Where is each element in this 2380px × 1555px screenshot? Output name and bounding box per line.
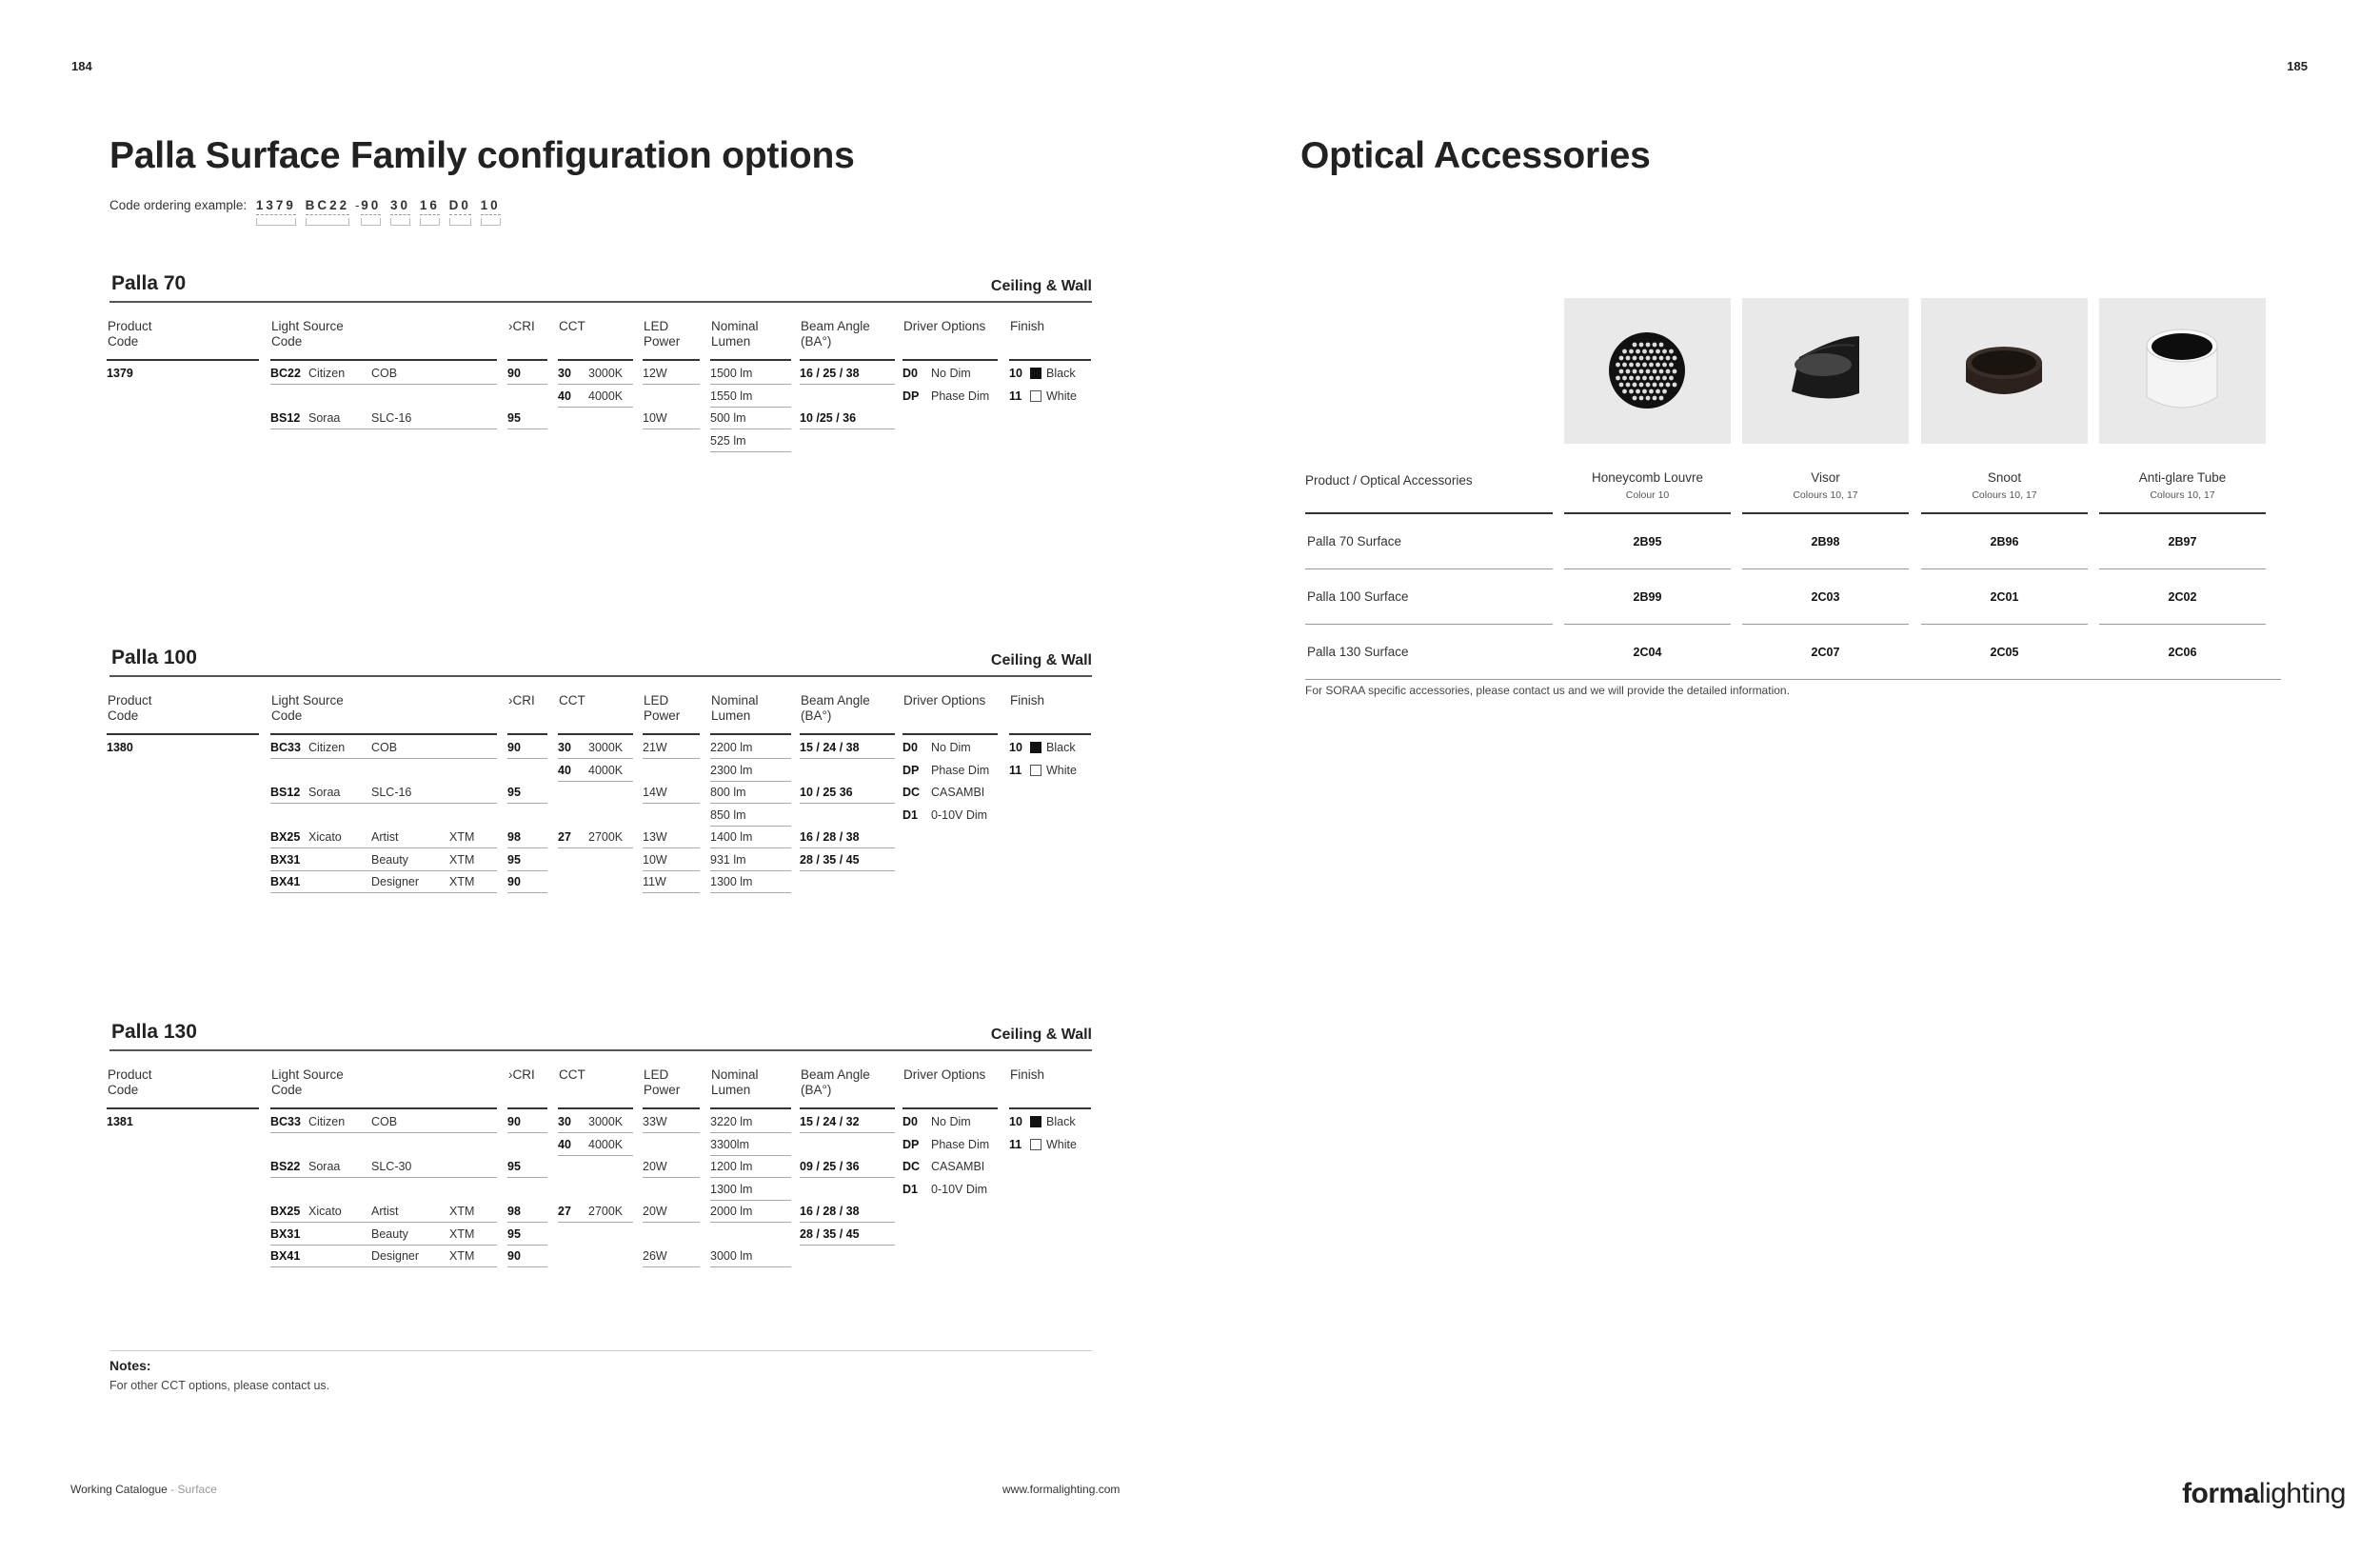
accessory-colours: Colours 10, 17: [2150, 489, 2215, 501]
light-source-brand: Xicato: [308, 830, 342, 844]
accessory-code: 2B96: [1990, 535, 2019, 548]
cct-row: [558, 363, 633, 385]
honeycomb-louvre-image: [1564, 298, 1731, 444]
column-header-product-code: Product Code: [107, 319, 259, 361]
column-header-led-power: LED Power: [643, 693, 700, 735]
black-swatch-icon: [1030, 742, 1041, 753]
accessory-code: 2C07: [1811, 646, 1840, 659]
cri-value: 95: [507, 1224, 547, 1246]
beam-angle: 16 / 28 / 38: [800, 827, 895, 848]
driver-name: CASAMBI: [931, 786, 985, 799]
nominal-lumen: 2200 lm: [710, 737, 791, 759]
accessory-name: Snoot: [1987, 470, 2022, 485]
nominal-lumen: 1200 lm: [710, 1156, 791, 1178]
light-source-type: SLC-30: [371, 1160, 412, 1173]
light-source-row: [270, 1201, 497, 1223]
header-rule: [1564, 512, 1731, 514]
section-name: Palla 70: [111, 272, 187, 294]
light-source-code: BX41: [270, 875, 301, 888]
driver-option: [902, 386, 998, 408]
column-header-driver-options: Driver Options: [902, 1067, 998, 1109]
driver-name: No Dim: [931, 1115, 971, 1128]
light-source-code: BS22: [270, 1160, 301, 1173]
cct-code: 40: [558, 763, 571, 777]
light-source-code: BC33: [270, 1115, 301, 1128]
light-source-type: Beauty: [371, 1226, 408, 1241]
driver-option: [902, 363, 998, 385]
column-header-cri: ›CRI: [507, 319, 547, 361]
light-source-row: [270, 827, 497, 848]
finish-name: White: [1046, 1137, 1077, 1151]
accessory-name: Visor: [1811, 470, 1840, 485]
code-group: D0: [449, 198, 471, 226]
finish-name: Black: [1046, 1115, 1076, 1128]
black-swatch-icon: [1030, 368, 1041, 379]
led-power: 12W: [643, 363, 700, 385]
finish-name: White: [1046, 389, 1077, 403]
finish-code: 11: [1009, 389, 1022, 403]
beam-angle: 10 /25 / 36: [800, 408, 895, 429]
led-power: 20W: [643, 1156, 700, 1178]
code-ordering-example: [109, 198, 506, 226]
light-source-code: BC33: [270, 741, 301, 754]
light-source-type: COB: [371, 1115, 398, 1128]
cct-row: [558, 827, 633, 848]
led-power: 26W: [643, 1246, 700, 1267]
section-mount: Ceiling & Wall: [990, 278, 1092, 294]
cri-value: 95: [507, 1156, 547, 1178]
light-source-code: BX31: [270, 852, 301, 867]
cct-code: 40: [558, 389, 571, 403]
driver-code: DP: [902, 763, 920, 777]
notes-title: Notes:: [109, 1358, 151, 1373]
row-rule: [1305, 624, 1553, 625]
accessory-row-label: Palla 70 Surface: [1307, 534, 1402, 548]
accessory-code: 2B97: [2168, 535, 2197, 548]
led-power: 13W: [643, 827, 700, 848]
accessory-column-header: [1564, 469, 1731, 504]
led-power: 20W: [643, 1201, 700, 1223]
nominal-lumen: 3000 lm: [710, 1246, 791, 1267]
light-source-brand: Xicato: [308, 1205, 342, 1218]
cct-kelvin: 2700K: [588, 830, 624, 844]
section-mount: Ceiling & Wall: [990, 1027, 1092, 1043]
section-mount: Ceiling & Wall: [990, 652, 1092, 668]
driver-option: [902, 1179, 998, 1201]
nominal-lumen: 800 lm: [710, 782, 791, 804]
nominal-lumen: 850 lm: [710, 805, 791, 827]
anti-glare-tube-image: [2099, 298, 2266, 444]
row-rule: [1564, 568, 1731, 569]
cct-code: 40: [558, 1137, 571, 1151]
column-header-beam-angle: Beam Angle (BA°): [800, 693, 895, 735]
column-header-cct: CCT: [558, 693, 633, 735]
column-header-nominal-lumen: Nominal Lumen: [710, 693, 791, 735]
accessory-code: 2C01: [1990, 590, 2019, 604]
led-power: 10W: [643, 849, 700, 871]
cri-value: 90: [507, 363, 547, 385]
driver-code: D0: [902, 1115, 918, 1128]
column-header-led-power: LED Power: [643, 1067, 700, 1109]
footer-website[interactable]: www.formalighting.com: [1002, 1483, 1121, 1496]
accessory-colours: Colour 10: [1625, 489, 1670, 501]
cri-value: 90: [507, 1111, 547, 1133]
section-name: Palla 100: [111, 647, 197, 668]
nominal-lumen: 500 lm: [710, 408, 791, 429]
cct-row: [558, 386, 633, 408]
column-header-nominal-lumen: Nominal Lumen: [710, 1067, 791, 1109]
driver-code: D0: [902, 367, 918, 380]
led-power: 11W: [643, 871, 700, 893]
light-source-extra: XTM: [449, 1205, 475, 1218]
driver-name: Phase Dim: [931, 1137, 990, 1151]
light-source-type: Artist: [371, 1205, 399, 1218]
light-source-type: SLC-16: [371, 786, 412, 799]
finish-option: [1009, 760, 1091, 782]
accessory-column-header: [1742, 469, 1909, 504]
column-header-beam-angle: Beam Angle (BA°): [800, 1067, 895, 1109]
cct-code: 27: [558, 1205, 571, 1218]
driver-name: No Dim: [931, 367, 971, 380]
column-header-finish: Finish: [1009, 693, 1091, 735]
driver-option: [902, 805, 998, 827]
driver-code: D0: [902, 741, 918, 754]
footer-catalogue: [70, 1483, 217, 1496]
header-rule: [1305, 512, 1553, 514]
cct-kelvin: 4000K: [588, 1137, 624, 1151]
column-header-finish: Finish: [1009, 1067, 1091, 1109]
cct-code: 30: [558, 367, 571, 380]
accessory-code: 2C03: [1811, 590, 1840, 604]
code-group: BC22: [306, 198, 350, 226]
driver-option: [902, 1156, 998, 1178]
finish-code: 11: [1009, 1137, 1022, 1151]
row-rule: [1921, 568, 2088, 569]
finish-option: [1009, 737, 1091, 759]
accessory-name: Anti-glare Tube: [2138, 470, 2227, 485]
cct-kelvin: 4000K: [588, 389, 624, 403]
visor-image: [1742, 298, 1909, 444]
accessory-row-label: Palla 100 Surface: [1307, 589, 1409, 604]
light-source-brand: Soraa: [308, 786, 341, 799]
footer-catalogue-name: Working Catalogue: [70, 1483, 168, 1496]
code-group: 10: [481, 198, 501, 226]
light-source-row: [270, 871, 497, 893]
accessory-colours: Colours 10, 17: [1972, 489, 2037, 501]
header-rule: [1742, 512, 1909, 514]
black-swatch-icon: [1030, 1116, 1041, 1127]
finish-option: [1009, 1111, 1091, 1133]
light-source-row: [270, 849, 497, 871]
accessory-name: Honeycomb Louvre: [1591, 470, 1704, 485]
accessories-row-header: Product / Optical Accessories: [1305, 473, 1473, 488]
light-source-code: BX41: [270, 1249, 301, 1263]
section-header: [109, 645, 1092, 677]
driver-code: D1: [902, 1182, 918, 1196]
nominal-lumen: 2300 lm: [710, 760, 791, 782]
page-title: Palla Surface Family configuration options: [109, 135, 855, 176]
cct-code: 27: [558, 830, 571, 844]
driver-name: No Dim: [931, 741, 971, 754]
accessory-code: 2B98: [1811, 535, 1840, 548]
code-group: 30: [390, 198, 410, 226]
code-group: 90: [361, 198, 381, 226]
accessory-code: 2C02: [2168, 590, 2197, 604]
light-source-row: [270, 782, 497, 804]
driver-name: Phase Dim: [931, 763, 990, 777]
driver-code: DC: [902, 786, 921, 799]
code-separator: -: [354, 198, 360, 212]
brand-logo: formalighting: [2182, 1478, 2346, 1509]
product-code: 1379: [107, 367, 133, 380]
light-source-type: COB: [371, 367, 398, 380]
beam-angle: 28 / 35 / 45: [800, 849, 895, 871]
white-swatch-icon: [1030, 1139, 1041, 1150]
cri-value: 95: [507, 408, 547, 429]
snoot-image: [1921, 298, 2088, 444]
accessory-colours: Colours 10, 17: [1793, 489, 1858, 501]
light-source-code: BS12: [270, 786, 301, 799]
light-source-type: Artist: [371, 830, 399, 844]
cct-row: [558, 1134, 633, 1156]
beam-angle: 28 / 35 / 45: [800, 1224, 895, 1246]
cct-row: [558, 1201, 633, 1223]
accessories-note: For SORAA specific accessories, please contact us and we will provide the detailed information.: [1305, 684, 1790, 697]
light-source-extra: XTM: [449, 852, 475, 867]
cct-kelvin: 2700K: [588, 1205, 624, 1218]
column-header-nominal-lumen: Nominal Lumen: [710, 319, 791, 361]
header-rule: [2099, 512, 2266, 514]
light-source-type: Beauty: [371, 852, 408, 867]
cri-value: 98: [507, 1201, 547, 1223]
driver-code: D1: [902, 807, 918, 822]
finish-name: White: [1046, 763, 1077, 777]
white-swatch-icon: [1030, 390, 1041, 402]
driver-name: 0-10V Dim: [931, 1182, 988, 1196]
light-source-extra: XTM: [449, 875, 475, 888]
accessory-column-header: [2099, 469, 2266, 504]
light-source-code: BX25: [270, 830, 301, 844]
light-source-brand: Citizen: [308, 741, 346, 754]
finish-option: [1009, 1134, 1091, 1156]
driver-option: [902, 1134, 998, 1156]
led-power: 33W: [643, 1111, 700, 1133]
finish-code: 10: [1009, 1115, 1022, 1128]
code-group: 16: [420, 198, 440, 226]
row-rule: [1742, 624, 1909, 625]
nominal-lumen: 1300 lm: [710, 871, 791, 893]
light-source-row: [270, 408, 497, 429]
driver-code: DC: [902, 1160, 921, 1173]
section-header: [109, 1019, 1092, 1051]
light-source-type: COB: [371, 741, 398, 754]
finish-code: 10: [1009, 367, 1022, 380]
row-rule: [1305, 679, 2281, 680]
column-header-finish: Finish: [1009, 319, 1091, 361]
cct-kelvin: 3000K: [588, 367, 624, 380]
driver-name: Phase Dim: [931, 389, 990, 403]
product-code: 1381: [107, 1115, 133, 1128]
notes: [109, 1350, 1092, 1392]
light-source-row: [270, 363, 497, 385]
column-header-light-source: Light Source Code: [270, 1067, 497, 1109]
light-source-row: [270, 737, 497, 759]
row-rule: [1921, 624, 2088, 625]
section-header: [109, 270, 1092, 303]
driver-option: [902, 760, 998, 782]
cri-value: 95: [507, 849, 547, 871]
finish-name: Black: [1046, 367, 1076, 380]
cct-code: 30: [558, 741, 571, 754]
finish-code: 11: [1009, 763, 1022, 777]
footer-section: Surface: [177, 1483, 217, 1496]
cct-row: [558, 737, 633, 759]
finish-name: Black: [1046, 741, 1076, 754]
cct-row: [558, 1111, 633, 1133]
driver-code: DP: [902, 1137, 920, 1151]
beam-angle: 10 / 25 36: [800, 782, 895, 804]
beam-angle: 09 / 25 / 36: [800, 1156, 895, 1178]
beam-angle: 16 / 25 / 38: [800, 363, 895, 385]
light-source-brand: Soraa: [308, 411, 341, 425]
led-power: 21W: [643, 737, 700, 759]
white-swatch-icon: [1030, 765, 1041, 776]
light-source-row: [270, 1111, 497, 1133]
column-header-cri: ›CRI: [507, 693, 547, 735]
nominal-lumen: 1300 lm: [710, 1179, 791, 1201]
accessory-column-header: [1921, 469, 2088, 504]
light-source-type: SLC-16: [371, 411, 412, 425]
beam-angle: 16 / 28 / 38: [800, 1201, 895, 1223]
driver-option: [902, 782, 998, 804]
column-header-product-code: Product Code: [107, 1067, 259, 1109]
footer-separator: -: [167, 1483, 178, 1496]
light-source-extra: XTM: [449, 1226, 475, 1241]
light-source-extra: XTM: [449, 1249, 475, 1263]
finish-option: [1009, 363, 1091, 385]
nominal-lumen: 1550 lm: [710, 386, 791, 408]
accessory-code: 2B95: [1633, 535, 1662, 548]
finish-code: 10: [1009, 741, 1022, 754]
light-source-type: Designer: [371, 875, 420, 888]
column-header-cct: CCT: [558, 319, 633, 361]
accessory-row-label: Palla 130 Surface: [1307, 645, 1409, 659]
nominal-lumen: 931 lm: [710, 849, 791, 871]
light-source-code: BC22: [270, 367, 301, 380]
accessory-code: 2B99: [1633, 590, 1662, 604]
code-example-label: Code ordering example:: [109, 198, 248, 212]
nominal-lumen: 3300lm: [710, 1134, 791, 1156]
section-name: Palla 130: [111, 1021, 197, 1043]
beam-angle: 15 / 24 / 38: [800, 737, 895, 759]
row-rule: [2099, 624, 2266, 625]
accessory-code: 2C05: [1990, 646, 2019, 659]
header-rule: [1921, 512, 2088, 514]
column-header-driver-options: Driver Options: [902, 319, 998, 361]
cct-row: [558, 760, 633, 782]
column-header-led-power: LED Power: [643, 319, 700, 361]
light-source-row: [270, 1224, 497, 1246]
light-source-row: [270, 1156, 497, 1178]
cri-value: 98: [507, 827, 547, 848]
driver-name: CASAMBI: [931, 1160, 985, 1173]
driver-option: [902, 737, 998, 759]
nominal-lumen: 525 lm: [710, 430, 791, 452]
driver-code: DP: [902, 389, 920, 403]
row-rule: [1564, 624, 1731, 625]
light-source-row: [270, 1246, 497, 1267]
cri-value: 95: [507, 782, 547, 804]
nominal-lumen: 1500 lm: [710, 363, 791, 385]
cri-value: 90: [507, 871, 547, 893]
cri-value: 90: [507, 1246, 547, 1267]
right-page-number: 185: [2287, 59, 2308, 73]
driver-name: 0-10V Dim: [931, 807, 988, 822]
accessory-code: 2C06: [2168, 646, 2197, 659]
cri-value: 90: [507, 737, 547, 759]
left-page-number: 184: [71, 59, 92, 73]
row-rule: [2099, 568, 2266, 569]
nominal-lumen: 1400 lm: [710, 827, 791, 848]
led-power: 14W: [643, 782, 700, 804]
row-rule: [1742, 568, 1909, 569]
nominal-lumen: 2000 lm: [710, 1201, 791, 1223]
column-header-beam-angle: Beam Angle (BA°): [800, 319, 895, 361]
light-source-code: BX31: [270, 1226, 301, 1241]
finish-option: [1009, 386, 1091, 408]
row-rule: [1305, 568, 1553, 569]
column-header-cri: ›CRI: [507, 1067, 547, 1109]
accessories-title: Optical Accessories: [1300, 135, 1651, 176]
product-code: 1380: [107, 741, 133, 754]
cct-code: 30: [558, 1115, 571, 1128]
light-source-code: BS12: [270, 411, 301, 425]
light-source-code: BX25: [270, 1205, 301, 1218]
accessory-code: 2C04: [1633, 646, 1662, 659]
column-header-driver-options: Driver Options: [902, 693, 998, 735]
column-header-cct: CCT: [558, 1067, 633, 1109]
column-header-light-source: Light Source Code: [270, 693, 497, 735]
cct-kelvin: 3000K: [588, 1115, 624, 1128]
led-power: 10W: [643, 408, 700, 429]
column-header-product-code: Product Code: [107, 693, 259, 735]
cct-kelvin: 4000K: [588, 763, 624, 777]
column-header-light-source: Light Source Code: [270, 319, 497, 361]
nominal-lumen: 3220 lm: [710, 1111, 791, 1133]
driver-option: [902, 1111, 998, 1133]
light-source-brand: Soraa: [308, 1160, 341, 1173]
light-source-brand: Citizen: [308, 367, 346, 380]
code-group: 1379: [256, 198, 296, 226]
cct-kelvin: 3000K: [588, 741, 624, 754]
light-source-type: Designer: [371, 1249, 420, 1263]
light-source-brand: Citizen: [308, 1115, 346, 1128]
beam-angle: 15 / 24 / 32: [800, 1111, 895, 1133]
notes-text: For other CCT options, please contact us.: [109, 1379, 330, 1392]
light-source-extra: XTM: [449, 830, 475, 844]
